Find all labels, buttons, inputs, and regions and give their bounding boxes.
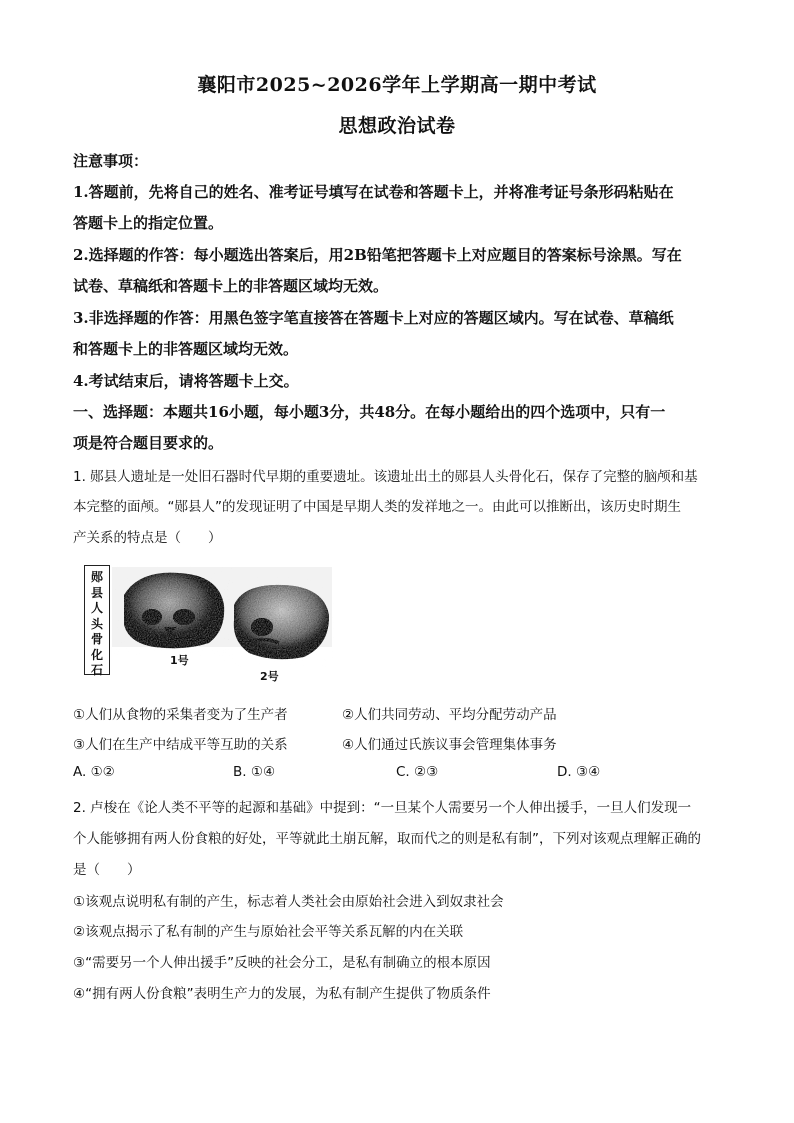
choice-c: C. ②③ bbox=[396, 764, 439, 780]
skull-2-label: 2号 bbox=[260, 670, 279, 683]
skull-1-label: 1号 bbox=[170, 654, 189, 667]
question-2-stem: 是（ ） bbox=[73, 862, 141, 878]
skull-fossil-figure bbox=[84, 565, 334, 685]
exam-subject: 思想政治试卷 bbox=[338, 115, 456, 137]
notice-line: 3.非选择题的作答：用黑色签字笔直接答在答题卡上对应的答题区域内。写在试卷、草稿纸 bbox=[73, 309, 674, 327]
choice-b: B. ①④ bbox=[233, 764, 276, 780]
notice-heading: 注意事项： bbox=[73, 152, 149, 170]
question-1-stem: 本完整的面颅。“郧县人”的发现证明了中国是早期人类的发祥地之一。由此可以推断出，该历史时期生 bbox=[73, 499, 681, 515]
question-1-stem: 1. 郧县人遗址是一处旧石器时代早期的重要遗址。该遗址出土的郧县人头骨化石，保存了完整的脑颅和基 bbox=[73, 469, 698, 485]
section-heading: 项是符合题目要求的。 bbox=[73, 434, 224, 452]
skull-1 bbox=[124, 573, 224, 649]
statement: ③“需要另一个人伸出援手”反映的社会分工，是私有制确立的根本原因 bbox=[73, 955, 491, 971]
skull-2 bbox=[234, 585, 329, 659]
caption-char: 石 bbox=[90, 663, 103, 677]
caption-char: 县 bbox=[90, 585, 103, 600]
caption-char: 人 bbox=[90, 601, 103, 615]
statement: ①人们从食物的采集者变为了生产者 bbox=[73, 707, 288, 723]
skull-photos bbox=[84, 565, 334, 685]
notice-line: 2.选择题的作答：每小题选出答案后，用2B铅笔把答题卡上对应题目的答案标号涂黑。写在 bbox=[73, 246, 682, 264]
notice-line: 试卷、草稿纸和答题卡上的非答题区域均无效。 bbox=[73, 277, 389, 295]
statement: ③人们在生产中结成平等互助的关系 bbox=[73, 737, 288, 753]
choice-a: A. ①② bbox=[73, 764, 115, 780]
statement: ①该观点说明私有制的产生，标志着人类社会由原始社会进入到奴隶社会 bbox=[73, 894, 504, 910]
notice-line: 答题卡上的指定位置。 bbox=[73, 214, 224, 232]
question-1-stem: 产关系的特点是（ ） bbox=[73, 530, 222, 546]
caption-char: 头 bbox=[90, 616, 103, 631]
caption-char: 化 bbox=[90, 647, 103, 662]
caption-char: 骨 bbox=[90, 632, 103, 646]
notice-line: 4.考试结束后，请将答题卡上交。 bbox=[73, 372, 299, 390]
statement: ②该观点揭示了私有制的产生与原始社会平等关系瓦解的内在关联 bbox=[73, 924, 464, 940]
notice-line: 1.答题前，先将自己的姓名、准考证号填写在试卷和答题卡上，并将准考证号条形码粘贴在 bbox=[73, 183, 674, 201]
statement: ④“拥有两人份食粮”表明生产力的发展，为私有制产生提供了物质条件 bbox=[73, 986, 491, 1002]
statement: ④人们通过氏族议事会管理集体事务 bbox=[342, 737, 557, 753]
section-heading: 一、选择题：本题共16小题，每小题3分，共48分。在每小题给出的四个选项中，只有一 bbox=[73, 403, 666, 421]
exam-title: 襄阳市2025~2026学年上学期高一期中考试 bbox=[197, 74, 597, 96]
question-2-stem: 2. 卢梭在《论人类不平等的起源和基础》中提到：“一旦某个人需要另一个人伸出援手，一旦人们发现一 bbox=[73, 800, 692, 816]
notice-line: 和答题卡上的非答题区域均无效。 bbox=[73, 340, 299, 358]
statement: ②人们共同劳动、平均分配劳动产品 bbox=[342, 707, 557, 723]
caption-char: 郧 bbox=[90, 570, 103, 584]
choice-d: D. ③④ bbox=[557, 764, 601, 780]
question-2-stem: 个人能够拥有两人份食粮的好处，平等就此土崩瓦解，取而代之的则是私有制”，下列对该观点理解正确的 bbox=[73, 831, 701, 847]
